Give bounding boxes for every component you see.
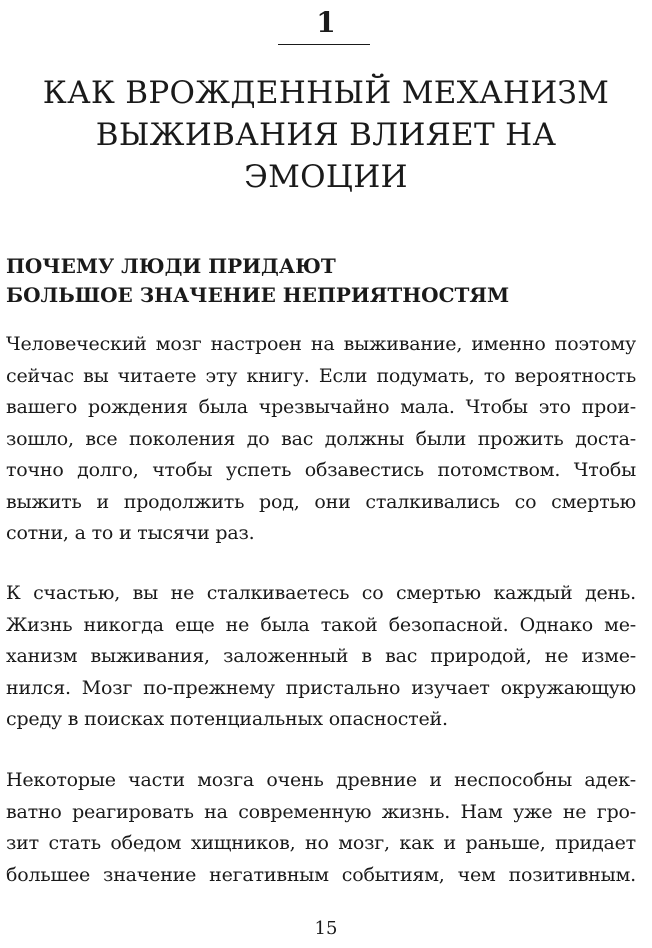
section-heading	[6, 252, 636, 310]
paragraph-line: точно долго, чтобы успеть обзавестись потомством. Чтобы	[6, 459, 636, 481]
paragraph-line: сотни, а то и тысячи раз.	[6, 522, 255, 544]
section-heading-line: ПОЧЕМУ ЛЮДИ ПРИДАЮТ	[6, 254, 336, 278]
chapter-title	[30, 72, 622, 198]
chapter-number-underline	[278, 44, 370, 45]
chapter-title-line: КАК ВРОЖДЕННЫЙ МЕХАНИЗМ	[42, 75, 610, 111]
paragraph-line: Человеческий мозг настроен на выживание, именно поэтому	[6, 333, 636, 355]
page-number: 15	[314, 918, 338, 939]
paragraph-line: Некоторые части мозга очень древние и неспособны адек-	[6, 769, 636, 791]
paragraph-line: ханизм выживания, заложенный в вас природой, не изме-	[6, 645, 636, 667]
paragraph-line: вашего рождения была чрезвычайно мала. Чтобы это прои-	[6, 396, 636, 418]
chapter-number: 1	[316, 6, 336, 39]
paragraph-line: ватно реагировать на современную жизнь. Нам уже не гро-	[6, 800, 636, 823]
paragraph-line: большее значение негативным событиям, чем позитивным.	[6, 863, 636, 886]
paragraph-line: зошло, все поколения до вас должны были прожить доста-	[6, 427, 636, 450]
paragraph-line: нился. Мозг по-прежнему пристально изучает окружающую	[6, 676, 636, 699]
section-heading-line: БОЛЬШОЕ ЗНАЧЕНИЕ НЕПРИЯТНОСТЯМ	[6, 283, 510, 307]
paragraph	[6, 765, 636, 891]
paragraph-line: К счастью, вы не сталкиваетесь со смертью каждый день.	[6, 582, 636, 604]
paragraph-line: сейчас вы читаете эту книгу. Если подумать, то вероятность	[6, 364, 636, 387]
paragraph-line: Жизнь никогда еще не была такой безопасной. Однако ме-	[6, 613, 636, 636]
chapter-title-line: ВЫЖИВАНИЯ ВЛИЯЕТ НА ЭМОЦИИ	[95, 117, 557, 195]
paragraph	[6, 329, 636, 550]
paragraph-line: выжить и продолжить род, они сталкивались со смертью	[6, 490, 636, 513]
paragraph	[6, 578, 636, 736]
paragraph-line: среду в поисках потенциальных опасностей.	[6, 708, 448, 730]
paragraph-line: зит стать обедом хищников, но мозг, как и раньше, придает	[6, 832, 636, 854]
